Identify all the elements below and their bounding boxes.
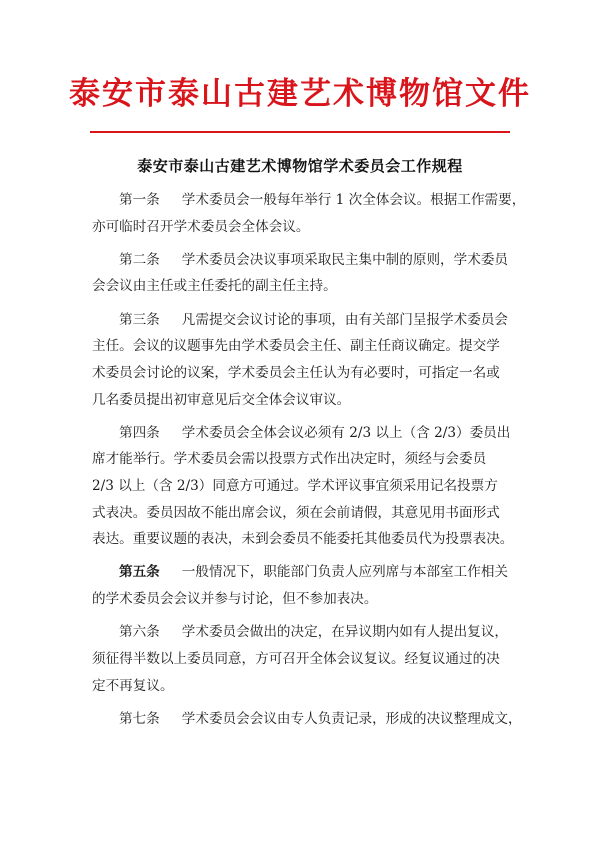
article-line: [92, 420, 532, 447]
article-number: 第五条: [119, 564, 160, 581]
article-5: [92, 559, 532, 612]
article-text: 学术委员会决议事项采取民主集中制的原则，学术委员: [181, 251, 509, 268]
article-line: [92, 706, 532, 733]
article-line: 式表决。委员因故不能出席会议，须在会前请假，其意见用书面形式: [92, 504, 500, 521]
org-document-header: 泰安市泰山古建艺术博物馆文件: [69, 76, 531, 112]
article-text: 凡需提交会议讨论的事项，由有关部门呈报学术委员会: [181, 311, 509, 328]
article-6: [92, 619, 532, 699]
article-3: [92, 307, 532, 413]
article-line: 的学术委员会会议并参与讨论，但不参加表决。: [92, 591, 378, 608]
article-text: 学术委员会会议由专人负责记录，形成的决议整理成文，: [181, 710, 522, 727]
article-line: 须征得半数以上委员同意，方可召开全体会议复议。经复议通过的决: [92, 650, 500, 667]
article-line: 席才能举行。学术委员会需以投票方式作出决定时，须经与会委员: [92, 451, 487, 468]
article-line: [92, 187, 532, 214]
article-text: 学术委员会全体会议必须有 2/3 以上（含 2/3）委员出: [181, 424, 511, 441]
article-4: [92, 420, 532, 553]
document-title: 泰安市泰山古建艺术博物馆学术委员会工作规程: [137, 157, 463, 175]
article-line: [92, 307, 532, 334]
article-number: 第一条: [119, 192, 160, 208]
article-2: [92, 247, 532, 300]
article-line: [92, 247, 532, 274]
article-7: [92, 706, 532, 733]
article-line: 表达。重要议题的表决，未到会委员不能委托其他委员代为投票表决。: [92, 531, 514, 548]
article-line: 亦可临时召开学术委员会全体会议。: [92, 218, 310, 235]
article-number: 第三条: [119, 311, 160, 328]
article-line: 会会议由主任或主任委托的副主任主持。: [92, 278, 337, 295]
red-header-rule: [90, 131, 510, 133]
article-line: 几名委员提出初审意见后交全体会议审议。: [92, 391, 351, 408]
article-number: 第七条: [119, 710, 160, 727]
article-line: 主任。会议的议题事先由学术委员会主任、副主任商议确定。提交学: [92, 338, 500, 355]
article-text: 学术委员会做出的决定，在异议期内如有人提出复议，: [181, 624, 509, 641]
article-line: 术委员会讨论的议案，学术委员会主任认为有必要时，可指定一名或: [92, 364, 500, 381]
document-body: [92, 187, 532, 739]
article-text: 一般情况下，职能部门负责人应列席与本部室工作相关: [181, 564, 509, 581]
article-line: [92, 619, 532, 646]
article-number: 第二条: [119, 251, 160, 268]
article-number: 第四条: [119, 424, 160, 441]
article-line: 2/3 以上（含 2/3）同意方可通过。学术评议事宜须采用记名投票方: [92, 478, 498, 494]
article-text: 学术委员会一般每年举行 1 次全体会议。根据工作需要，: [181, 192, 526, 208]
article-line: 定不再复议。: [92, 677, 174, 694]
article-1: [92, 187, 532, 240]
article-number: 第六条: [119, 624, 160, 641]
article-line: [92, 559, 532, 586]
